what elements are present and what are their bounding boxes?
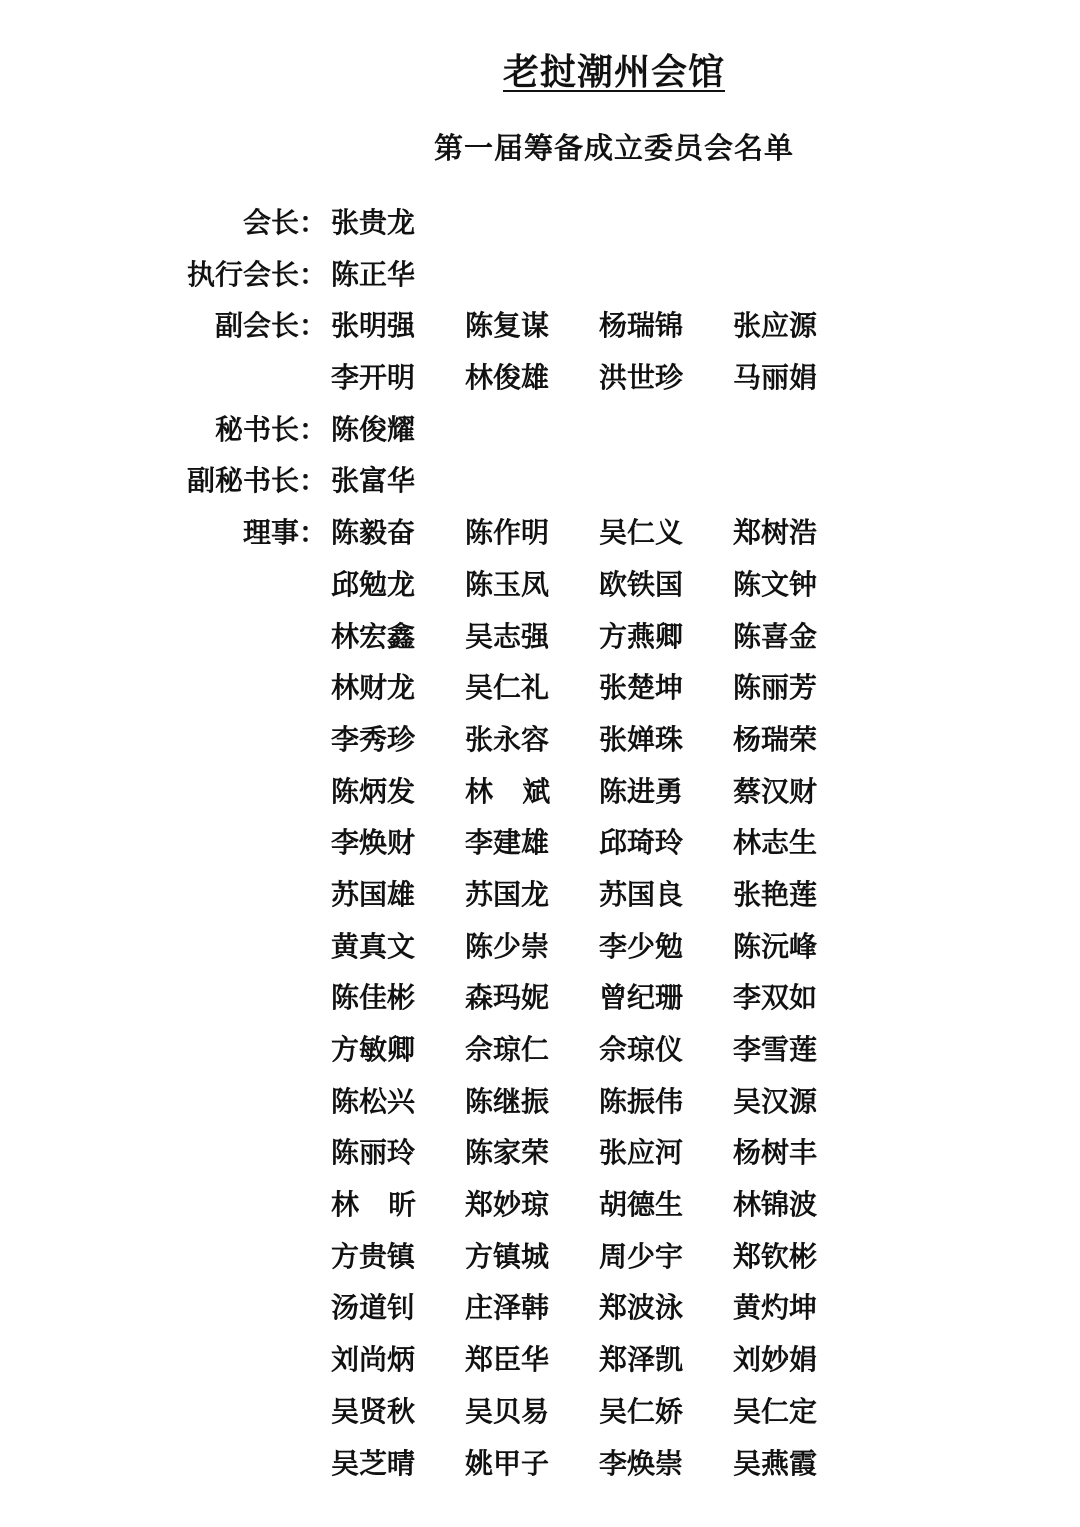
member-name: 张明强 bbox=[331, 309, 416, 343]
member-name: 郑树浩 bbox=[733, 516, 818, 550]
member-name: 张婵珠 bbox=[599, 722, 684, 756]
role-label: 副会长： bbox=[214, 309, 327, 343]
member-name: 林俊雄 bbox=[465, 361, 550, 395]
member-name: 吴汉源 bbox=[733, 1084, 818, 1118]
roster-row bbox=[0, 817, 1080, 869]
member-name: 苏国良 bbox=[599, 877, 684, 911]
member-name: 陈喜金 bbox=[733, 619, 818, 653]
member-name: 吴仁娇 bbox=[599, 1394, 684, 1428]
member-name: 汤道钊 bbox=[331, 1291, 416, 1325]
member-name: 苏国龙 bbox=[465, 877, 550, 911]
member-name: 吴贝易 bbox=[465, 1394, 550, 1428]
roster-row bbox=[0, 714, 1080, 766]
member-name: 黄真文 bbox=[331, 929, 416, 963]
member-name: 李秀珍 bbox=[331, 722, 416, 756]
member-name: 邱勉龙 bbox=[331, 567, 416, 601]
member-name: 方镇城 bbox=[465, 1239, 550, 1273]
roster-row bbox=[0, 1282, 1080, 1334]
member-name: 欧铁国 bbox=[599, 567, 684, 601]
member-name: 陈少崇 bbox=[465, 929, 550, 963]
member-name: 林锦波 bbox=[733, 1188, 818, 1222]
member-name: 林 昕 bbox=[331, 1188, 417, 1222]
member-name: 陈松兴 bbox=[331, 1084, 416, 1118]
member-name: 蔡汉财 bbox=[733, 774, 818, 808]
member-name: 刘妙娟 bbox=[733, 1343, 818, 1377]
member-name: 陈炳发 bbox=[331, 774, 416, 808]
member-name: 邱琦玲 bbox=[599, 826, 684, 860]
member-name: 陈丽芳 bbox=[733, 671, 818, 705]
member-name: 吴仁礼 bbox=[465, 671, 550, 705]
page-title: 老挝潮州会馆 bbox=[502, 52, 725, 93]
roster-row bbox=[0, 197, 1080, 249]
member-name: 陈佳彬 bbox=[331, 981, 416, 1015]
committee-roster bbox=[0, 197, 1080, 1489]
roster-row bbox=[0, 455, 1080, 507]
member-name: 李开明 bbox=[331, 361, 416, 395]
roster-row bbox=[0, 352, 1080, 404]
member-name: 林财龙 bbox=[331, 671, 416, 705]
member-name: 郑波泳 bbox=[599, 1291, 684, 1325]
member-name: 吴燕霞 bbox=[733, 1446, 818, 1480]
roster-row bbox=[0, 507, 1080, 559]
member-name: 陈沅峰 bbox=[733, 929, 818, 963]
member-name: 陈振伟 bbox=[599, 1084, 684, 1118]
member-name: 李双如 bbox=[733, 981, 818, 1015]
role-label: 理事： bbox=[242, 516, 327, 550]
member-name: 杨树丰 bbox=[733, 1136, 818, 1170]
member-name: 苏国雄 bbox=[331, 877, 416, 911]
roster-row bbox=[0, 300, 1080, 352]
member-name: 张贵龙 bbox=[331, 206, 416, 239]
role-label: 秘书长： bbox=[214, 412, 327, 446]
member-name: 郑泽凯 bbox=[599, 1343, 684, 1377]
member-name: 张富华 bbox=[331, 464, 416, 498]
roster-row bbox=[0, 921, 1080, 973]
roster-row bbox=[0, 1334, 1080, 1386]
member-name: 郑妙琼 bbox=[465, 1188, 550, 1222]
member-name: 周少宇 bbox=[599, 1239, 684, 1273]
member-name: 吴芝晴 bbox=[331, 1446, 416, 1480]
member-name: 吴仁义 bbox=[599, 516, 684, 550]
member-name: 张艳莲 bbox=[733, 877, 818, 911]
member-name: 陈玉凤 bbox=[465, 567, 550, 601]
roster-row bbox=[0, 1386, 1080, 1438]
member-name: 洪世珍 bbox=[599, 361, 684, 395]
member-name: 陈复谋 bbox=[465, 309, 550, 343]
roster-row bbox=[0, 1024, 1080, 1076]
member-name: 李雪莲 bbox=[733, 1033, 818, 1066]
member-name: 陈毅奋 bbox=[331, 516, 416, 550]
member-name: 陈丽玲 bbox=[331, 1136, 416, 1170]
roster-row bbox=[0, 559, 1080, 611]
member-name: 陈家荣 bbox=[465, 1136, 550, 1170]
roster-row bbox=[0, 662, 1080, 714]
roster-row bbox=[0, 1076, 1080, 1128]
member-name: 佘琼仁 bbox=[465, 1033, 550, 1066]
member-name: 陈进勇 bbox=[599, 774, 684, 808]
role-label: 副秘书长： bbox=[186, 464, 327, 498]
member-name: 张应源 bbox=[733, 309, 818, 343]
member-name: 陈继振 bbox=[465, 1084, 550, 1118]
member-name: 佘琼仪 bbox=[599, 1033, 684, 1066]
role-label: 执行会长： bbox=[186, 257, 327, 291]
member-name: 张应河 bbox=[599, 1136, 684, 1170]
member-name: 张永容 bbox=[465, 722, 550, 756]
member-name: 吴仁定 bbox=[733, 1394, 818, 1428]
role-label: 会长： bbox=[242, 206, 327, 239]
member-name: 黄灼坤 bbox=[733, 1291, 818, 1325]
member-name: 马丽娟 bbox=[733, 361, 818, 395]
roster-row bbox=[0, 1231, 1080, 1283]
member-name: 吴志强 bbox=[465, 619, 550, 653]
member-name: 李焕崇 bbox=[599, 1446, 684, 1480]
roster-row bbox=[0, 611, 1080, 663]
member-name: 陈正华 bbox=[331, 257, 416, 291]
member-name: 杨瑞锦 bbox=[599, 309, 684, 343]
member-name: 李建雄 bbox=[465, 826, 550, 860]
roster-row bbox=[0, 766, 1080, 818]
member-name: 陈文钟 bbox=[733, 567, 818, 601]
member-name: 姚甲子 bbox=[465, 1446, 550, 1480]
member-name: 杨瑞荣 bbox=[733, 722, 818, 756]
member-name: 方贵镇 bbox=[331, 1239, 416, 1273]
page-subtitle: 第一届筹备成立委员会名单 bbox=[433, 131, 794, 165]
member-name: 曾纪珊 bbox=[599, 981, 684, 1015]
member-name: 郑钦彬 bbox=[733, 1239, 818, 1273]
member-name: 方燕卿 bbox=[599, 619, 684, 653]
member-name: 李少勉 bbox=[599, 929, 684, 963]
member-name: 陈俊耀 bbox=[331, 412, 416, 446]
member-name: 林宏鑫 bbox=[331, 619, 416, 653]
member-name: 李焕财 bbox=[331, 826, 416, 860]
member-name: 林 斌 bbox=[465, 774, 551, 808]
roster-row bbox=[0, 404, 1080, 456]
roster-row bbox=[0, 869, 1080, 921]
member-name: 张楚坤 bbox=[599, 671, 684, 705]
member-name: 方敏卿 bbox=[331, 1033, 416, 1066]
roster-row bbox=[0, 1127, 1080, 1179]
member-name: 林志生 bbox=[733, 826, 818, 860]
member-name: 郑臣华 bbox=[465, 1343, 550, 1377]
member-name: 吴贤秋 bbox=[331, 1394, 416, 1428]
member-name: 陈作明 bbox=[465, 516, 550, 550]
member-name: 庄泽韩 bbox=[465, 1291, 550, 1325]
roster-row bbox=[0, 1438, 1080, 1490]
member-name: 刘尚炳 bbox=[331, 1343, 416, 1377]
roster-row bbox=[0, 1179, 1080, 1231]
roster-row bbox=[0, 972, 1080, 1024]
roster-row bbox=[0, 249, 1080, 301]
member-name: 森玛妮 bbox=[465, 981, 550, 1015]
member-name: 胡德生 bbox=[599, 1188, 684, 1222]
